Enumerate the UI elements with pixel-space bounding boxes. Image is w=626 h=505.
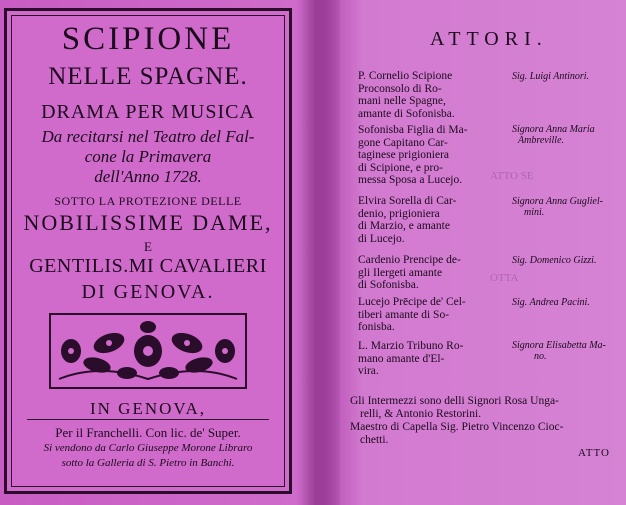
performance-line-3: dell'Anno 1728. bbox=[94, 167, 202, 186]
role-actor: Signora Elisabetta Ma- no. bbox=[512, 340, 606, 362]
title: SCIPIONE bbox=[61, 21, 235, 57]
printer-line: Per il Franchelli. Con lic. de' Super. bbox=[55, 425, 241, 440]
dedication-city: DI GENOVA. bbox=[81, 281, 215, 303]
performance-line-1: Da recitarsi nel Teatro del Fal- bbox=[41, 127, 255, 146]
role-actor: Sig. Domenico Gizzi. bbox=[512, 255, 597, 266]
performance-line-2: cone la Primavera bbox=[84, 147, 212, 166]
intermezzi-note: Gli Intermezzi sono delli Signori Rosa Unga- relli, & Antonio Restorini. Maestro di Capella Sig. Pietro Vincenzo Cioc- chetti. bbox=[350, 395, 564, 446]
role-character: Cardenio Prencipe de- gli Ilergeti amante di Sofonisba. bbox=[358, 254, 461, 291]
role-character: Sofonisba Figlia di Ma- gone Capitano Car- taginese prigioniera di Scipione, e pro- messa Sposa a Lucejo. bbox=[358, 124, 468, 186]
show-through-text: ATTO SE bbox=[490, 170, 534, 182]
dedication-gentlemen: GENTILIS.MI CAVALIERI bbox=[29, 255, 267, 277]
imprint-rule bbox=[27, 419, 269, 420]
cast-page bbox=[340, 0, 626, 505]
cast-heading: ATTORI. bbox=[430, 28, 548, 50]
subtitle: NELLE SPAGNE. bbox=[48, 63, 248, 90]
bookseller-line: Si vendono da Carlo Giuseppe Morone Libraro bbox=[43, 442, 253, 454]
catchword: ATTO bbox=[578, 447, 610, 459]
role-character: Elvira Sorella di Car- denio, prigioniera di Marzio, e amante di Lucejo. bbox=[358, 195, 457, 245]
role-actor: Signora Anna Gugliel- mini. bbox=[512, 196, 603, 218]
role-actor: Sig. Luigi Antinori. bbox=[512, 71, 590, 82]
role-actor: Signora Anna Maria Ambreville. bbox=[512, 124, 595, 146]
dedication-line: SOTTO LA PROTEZIONE DELLE bbox=[54, 194, 242, 208]
role-actor: Sig. Andrea Pacini. bbox=[512, 297, 590, 308]
floral-ornament-icon bbox=[49, 313, 247, 389]
genre: DRAMA PER MUSICA bbox=[41, 101, 255, 123]
role-character: Lucejo Prēcipe de' Cel- tiberi amante di So- fonisba. bbox=[358, 296, 466, 333]
dedication-conjunction: E bbox=[144, 239, 152, 254]
imprint-city: IN GENOVA, bbox=[89, 399, 206, 418]
book-gutter bbox=[296, 0, 340, 505]
role-character: P. Cornelio Scipione Proconsolo di Ro- mani nelle Spagne, amante di Sofonisba. bbox=[358, 70, 455, 120]
title-page bbox=[4, 8, 292, 494]
role-character: L. Marzio Tribuno Ro- mano amante d'El- vira. bbox=[358, 340, 464, 377]
dedication-dames: NOBILISSIME DAME, bbox=[23, 210, 273, 235]
show-through-text: OTTA bbox=[490, 272, 519, 284]
bookseller-location: sotto la Galleria di S. Pietro in Banchi. bbox=[61, 457, 235, 469]
